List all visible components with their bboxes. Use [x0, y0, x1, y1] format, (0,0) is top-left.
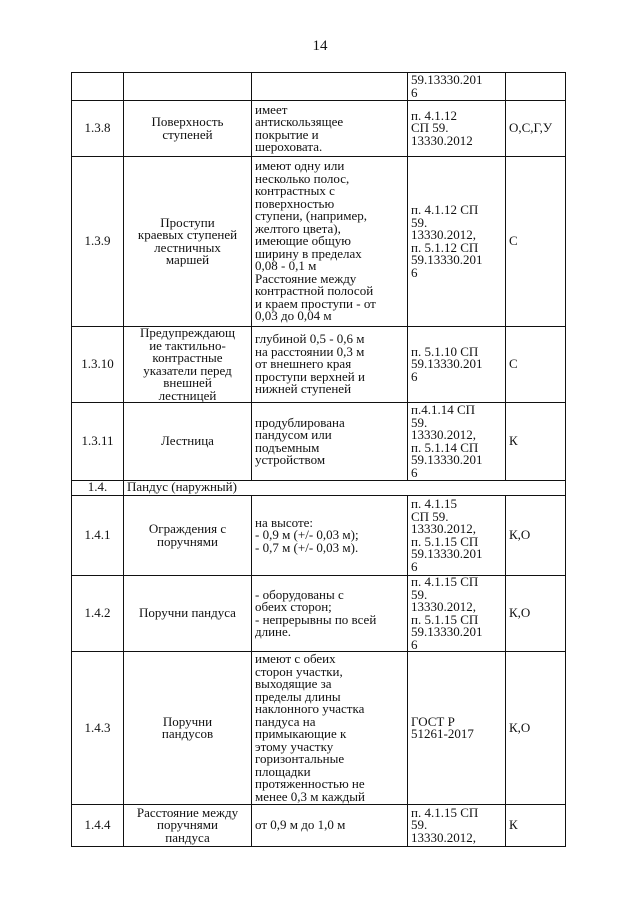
- item-requirement: имеют одну или несколько полос, контрастных с поверхностью ступени, (например, желтого цвета), имеющие общую ширину в пределах 0,08 - 0,1 м Расстояние между контрастной полосой и краем проступи - от 0,03 до 0,04 м: [255, 158, 376, 324]
- item-requirement-cell: [252, 73, 408, 101]
- item-number-cell: [72, 652, 124, 805]
- item-normative-reference: п. 4.1.12 СП 59. 13330.2012: [411, 107, 473, 148]
- item-number-cell: [72, 403, 124, 481]
- item-name: Поручни пандусов: [161, 713, 214, 741]
- item-name-cell: [124, 576, 252, 652]
- table-row: [72, 157, 566, 327]
- item-name-cell: [124, 101, 252, 157]
- item-name: Расстояние между поручнями пандуса: [136, 804, 239, 845]
- item-category: С: [509, 356, 518, 372]
- item-number: 1.4.3: [84, 719, 111, 735]
- item-normative-reference: 59.13330.201 6: [411, 72, 483, 100]
- item-normative-reference: п. 4.1.15 СП 59. 13330.2012,: [411, 804, 479, 845]
- item-category: К,О: [509, 527, 531, 543]
- item-category: К: [509, 433, 518, 449]
- item-requirement-cell: [252, 576, 408, 652]
- table-row: [72, 496, 566, 576]
- table-row: [72, 73, 566, 101]
- item-normative-reference: п. 4.1.12 СП 59. 13330.2012, п. 5.1.12 СП 59.13330.201 6: [411, 202, 483, 280]
- item-category-cell: [506, 496, 566, 576]
- item-category: К,О: [509, 719, 531, 735]
- item-name-cell: [124, 496, 252, 576]
- item-number: 1.4.2: [84, 605, 111, 621]
- item-normative-reference: п. 4.1.15 СП 59. 13330.2012, п. 5.1.15 СП 59.13330.201 6: [411, 496, 483, 574]
- requirements-table: [71, 72, 566, 847]
- item-name: Ограждения с поручнями: [148, 521, 227, 549]
- item-number-cell: [72, 73, 124, 101]
- item-normative-reference: ГОСТ Р 51261-2017: [411, 713, 474, 741]
- item-number-cell: [72, 805, 124, 847]
- item-category: К,О: [509, 605, 531, 621]
- item-number: 1.3.8: [84, 120, 111, 136]
- item-category-cell: [506, 101, 566, 157]
- item-category: О,С,Г,У: [509, 120, 553, 136]
- section-row: [72, 481, 566, 496]
- table-row: [72, 805, 566, 847]
- section-title: Пандус (наружный): [124, 481, 566, 496]
- item-name: Поручни пандуса: [139, 605, 236, 621]
- item-normative-reference: п. 4.1.15 СП 59. 13330.2012, п. 5.1.15 СП 59.13330.201 6: [411, 575, 483, 652]
- item-normative-reference-cell: [408, 652, 506, 805]
- table-row: [72, 403, 566, 481]
- item-name: Лестница: [161, 433, 214, 449]
- item-requirement: - оборудованы с обеих сторон; - непрерывны по всей длине.: [255, 586, 377, 639]
- item-number: 1.4.1: [84, 527, 111, 543]
- item-name-cell: [124, 403, 252, 481]
- item-requirement: от 0,9 м до 1,0 м: [255, 817, 346, 833]
- item-name: Проступи краевых ступеней лестничных маршей: [137, 214, 238, 267]
- item-category-cell: [506, 157, 566, 327]
- item-requirement: глубиной 0,5 - 0,6 м на расстоянии 0,3 м от внешнего края проступи верхней и нижней ступеней: [255, 331, 365, 397]
- item-number-cell: [72, 101, 124, 157]
- item-category-cell: [506, 805, 566, 847]
- item-category-cell: [506, 327, 566, 403]
- item-requirement-cell: [252, 805, 408, 847]
- item-name-cell: [124, 73, 252, 101]
- item-normative-reference-cell: [408, 157, 506, 327]
- item-normative-reference-cell: [408, 403, 506, 481]
- table-row: [72, 576, 566, 652]
- item-number: 1.3.9: [84, 233, 111, 249]
- item-number-cell: [72, 327, 124, 403]
- table-row: [72, 652, 566, 805]
- item-name: Поверхность ступеней: [151, 114, 224, 142]
- item-name-cell: [124, 157, 252, 327]
- item-requirement-cell: [252, 327, 408, 403]
- item-requirement-cell: [252, 157, 408, 327]
- item-number: 1.3.10: [81, 356, 114, 372]
- item-normative-reference-cell: [408, 101, 506, 157]
- item-number: 1.3.11: [81, 433, 114, 449]
- item-category: С: [509, 233, 518, 249]
- item-category-cell: [506, 576, 566, 652]
- table-row: [72, 101, 566, 157]
- item-name-cell: [124, 327, 252, 403]
- item-number-cell: [72, 576, 124, 652]
- item-requirement: продублирована пандусом или подъемным устройством: [255, 414, 345, 467]
- item-requirement: имеют с обеих сторон участки, выходящие за пределы длины наклонного участка пандуса на примыкающие к этому участку горизонтальные площадки протяженностью не менее 0,3 м каждый: [255, 651, 365, 804]
- item-normative-reference-cell: [408, 576, 506, 652]
- item-number-cell: [72, 157, 124, 327]
- item-requirement-cell: [252, 101, 408, 157]
- item-number: 1.4.4: [84, 817, 111, 833]
- item-name: Предупреждающ ие тактильно- контрастные указатели перед внешней лестницей: [140, 326, 235, 403]
- item-normative-reference: п. 5.1.10 СП 59.13330.201 6: [411, 343, 483, 384]
- item-name-cell: [124, 652, 252, 805]
- item-requirement-cell: [252, 496, 408, 576]
- item-normative-reference-cell: [408, 805, 506, 847]
- page-number: 14: [312, 38, 328, 54]
- item-category-cell: [506, 73, 566, 101]
- item-requirement-cell: [252, 403, 408, 481]
- item-normative-reference-cell: [408, 496, 506, 576]
- item-normative-reference: п.4.1.14 СП 59. 13330.2012, п. 5.1.14 СП 59.13330.201 6: [411, 402, 483, 480]
- item-name-cell: [124, 805, 252, 847]
- item-requirement-cell: [252, 652, 408, 805]
- item-normative-reference-cell: [408, 73, 506, 101]
- table-row: [72, 327, 566, 403]
- section-number: 1.4.: [72, 481, 124, 496]
- requirements-table-body: [72, 73, 566, 847]
- item-category-cell: [506, 403, 566, 481]
- item-number-cell: [72, 496, 124, 576]
- item-normative-reference-cell: [408, 327, 506, 403]
- item-category: К: [509, 817, 518, 833]
- item-requirement: на высоте: - 0,9 м (+/- 0,03 м); - 0,7 м (+/- 0,03 м).: [255, 514, 359, 555]
- item-requirement: имеет антискользящее покрытие и шероховата.: [255, 101, 344, 154]
- item-category-cell: [506, 652, 566, 805]
